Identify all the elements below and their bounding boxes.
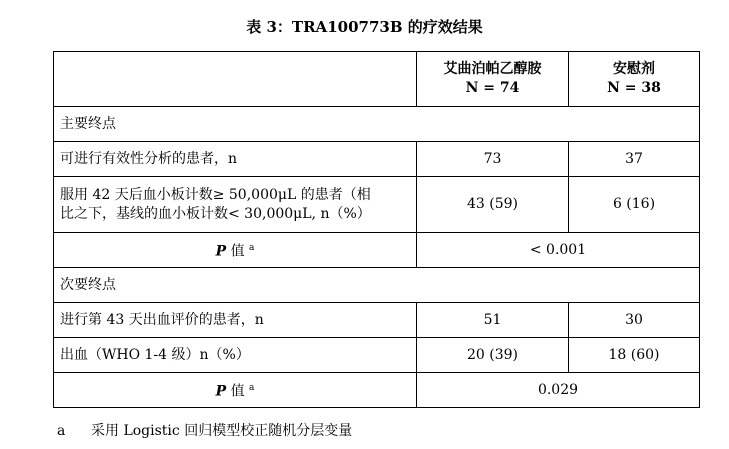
p-label-text: 值 [226, 383, 245, 400]
treatment-value: 20 (39) [417, 338, 569, 373]
p-label-text: 值 [226, 243, 245, 260]
placebo-value: 6 (16) [569, 177, 700, 233]
footnote [57, 420, 352, 440]
treatment-name: 艾曲泊帕乙醇胺 [443, 61, 542, 77]
row-label: 可进行有效性分析的患者，n [54, 142, 417, 177]
header-row [54, 52, 700, 107]
footnote-text: 采用 Logistic 回归模型校正随机分层变量 [91, 423, 353, 439]
p-symbol: P [215, 243, 227, 260]
placebo-name: 安慰剂 [613, 61, 655, 77]
p-symbol: P [215, 383, 227, 400]
p-value-label [54, 373, 417, 408]
row-label: 进行第 43 天出血评价的患者，n [54, 303, 417, 338]
section-row-primary [54, 107, 700, 142]
section-label-primary: 主要终点 [54, 107, 700, 142]
table-row [54, 303, 700, 338]
p-value: 0.029 [417, 373, 700, 408]
placebo-value: 37 [569, 142, 700, 177]
placebo-value: 18 (60) [569, 338, 700, 373]
row-label-line1: 服用 42 天后血小板计数≥ 50,000μL 的患者（相 [60, 186, 371, 203]
p-value: < 0.001 [417, 233, 700, 268]
header-empty-cell [54, 52, 417, 107]
treatment-n: N = 74 [465, 80, 520, 96]
row-label: 出血（WHO 1-4 级）n（%） [54, 338, 417, 373]
footnote-mark: a [57, 423, 66, 439]
table-title: 表 3：TRA100773B 的疗效结果 [246, 18, 483, 36]
table-row [54, 142, 700, 177]
treatment-value: 51 [417, 303, 569, 338]
placebo-n: N = 38 [607, 80, 661, 96]
header-placebo-cell [569, 52, 700, 107]
row-label [54, 177, 417, 233]
p-value-row [54, 233, 700, 268]
row-label-line2: 比之下，基线的血小板计数< 30,000μL, n（%） [60, 205, 371, 222]
p-value-label [54, 233, 417, 268]
section-row-secondary [54, 268, 700, 303]
efficacy-results-table [53, 51, 700, 408]
footnote-ref: a [249, 382, 255, 393]
section-label-secondary: 次要终点 [54, 268, 700, 303]
treatment-value: 43 (59) [417, 177, 569, 233]
table-row [54, 177, 700, 233]
table-row [54, 338, 700, 373]
header-treatment-cell [417, 52, 569, 107]
treatment-value: 73 [417, 142, 569, 177]
p-value-row [54, 373, 700, 408]
placebo-value: 30 [569, 303, 700, 338]
footnote-ref: a [249, 242, 255, 253]
